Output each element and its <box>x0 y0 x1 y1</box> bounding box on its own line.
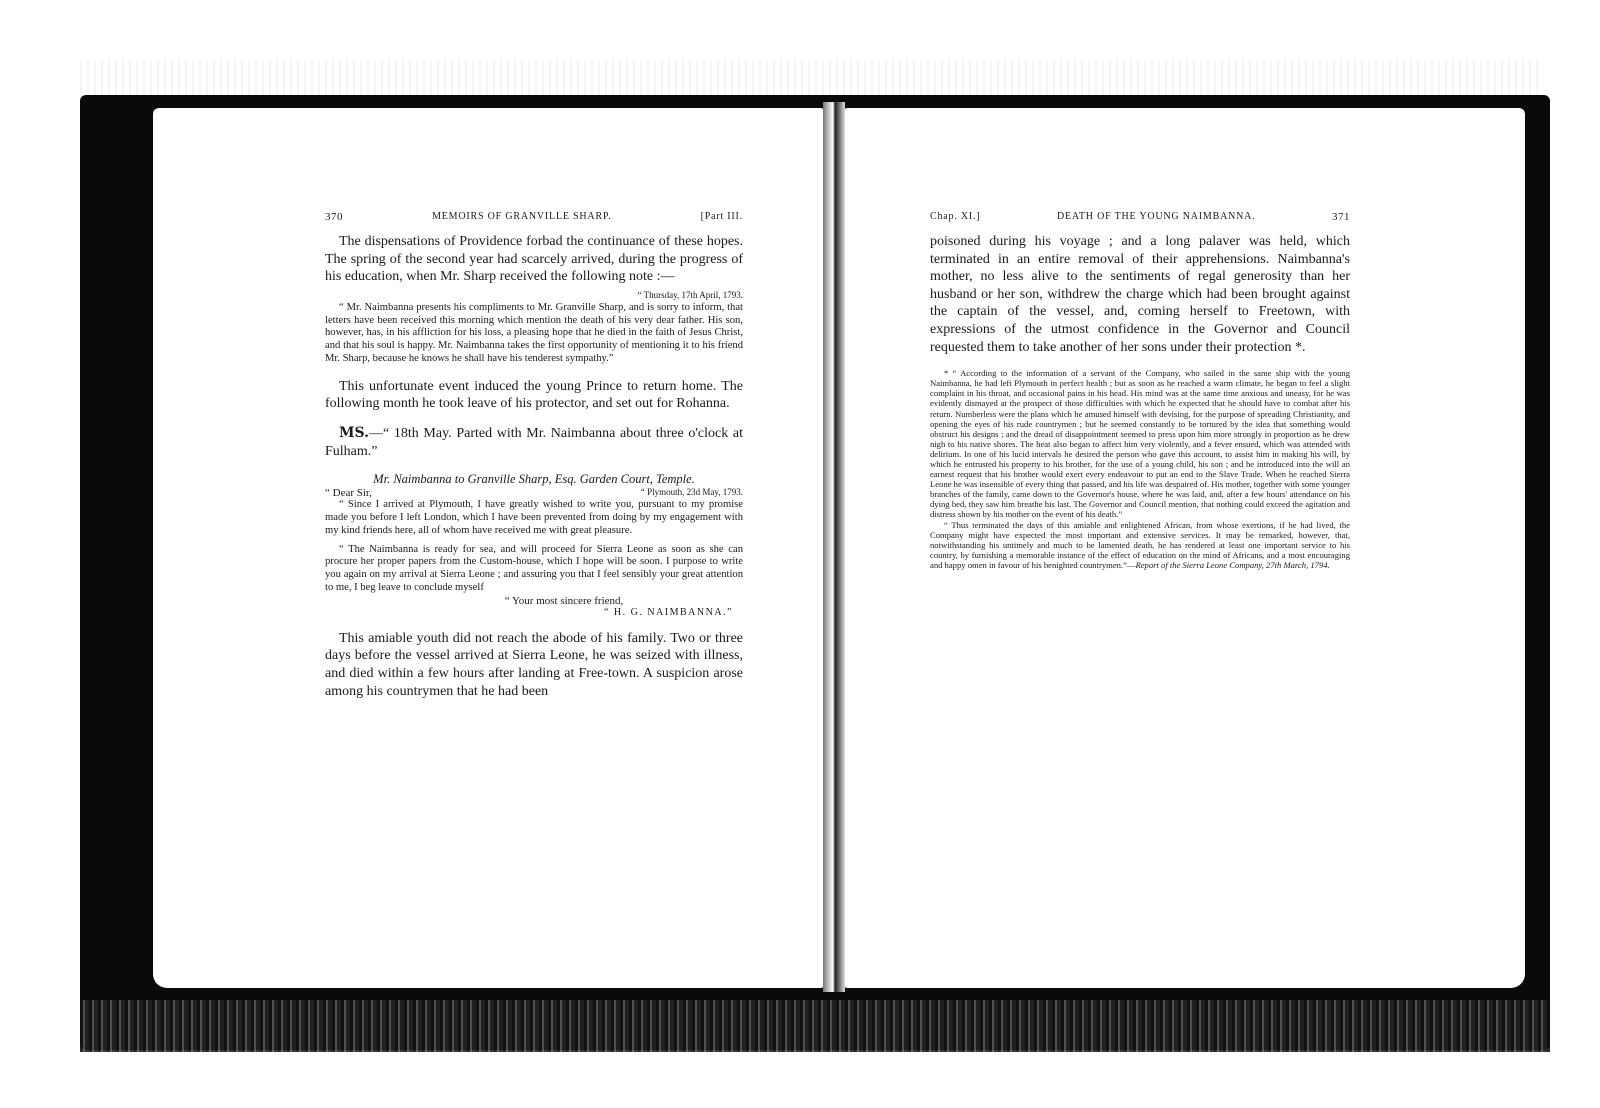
right-page-number: 371 <box>1331 211 1350 223</box>
left-part-label: [Part III. <box>700 211 743 222</box>
ms-entry <box>325 425 743 460</box>
book-gutter <box>823 102 845 992</box>
left-paragraph-2: This unfortunate event induced the young Prince to return home. The following month he took leave of his protector, and set out for Rohanna. <box>325 378 743 412</box>
right-running-head <box>930 211 1350 223</box>
left-running-title: MEMOIRS OF GRANVILLE SHARP. <box>432 211 612 222</box>
letter-paragraph-2: “ The Naimbanna is ready for sea, and will proceed for Sierra Leone as soon as she can procure her proper papers from the Custom-house, which I hope will be soon. I purpose to write you again on my arrival at Sierra Leone ; and assuring you that I feel sensibly your great attention to me, I beg leave to conclude myself <box>325 543 743 593</box>
footnote-1: * “ According to the information of a servant of the Company, who sailed in the same ship with the young Naimbanna, he had left Plymouth in perfect health ; but as soon as he reached a warm climate, he began to feel a slight complaint in his throat, and occasional pains in his head. His mind was at the same time anxious and uneasy, for he was evidently dismayed at the prospect of those difficulties with which he expected that he should have to combat after his return. Numberless were the plans which he amused himself with devising, for the purpose of spreading Christianity, and opening the eyes of his rude countrymen ; but he seemed constantly to be tortured by the idea that something would obstruct his designs ; and the dread of disappointment seemed to press upon him more strongly in proportion as he drew nigh to his native shores. The heat also began to affect him very violently, and a fever ensued, which was attended with delirium. In one of his lucid intervals he desired the person who gave this account, to assist him in making his will, by which he entrusted his property to his brother, for the use of a young child, his son ; and he introduced into the will an earnest request that his brother would exert every endeavour to put an end to the Slave Trade. When he reached Sierra Leone he was insensible of every thing that passed, and his life was despaired of. His mother, together with some younger branches of the family, came down to the Governor's house, where he was laid, and, after a few hours' attendance on his dying bed, they saw him breathe his last. The Governor and Council mention, that nothing could exceed the agitation and distress shown by his mother on the event of his death.” <box>930 368 1350 520</box>
footnote-2-source: Report of the Sierra Leone Company, 27th March, 1794. <box>1135 559 1330 570</box>
left-paragraph-3: This amiable youth did not reach the abode of his family. Two or three days before the vessel arrived at Sierra Leone, he was seized with illness, and died within a few hours after landing at Free-town. A suspicion arose among his countrymen that he had been <box>325 630 743 699</box>
footnote-2 <box>930 520 1350 570</box>
letter-signature: “ H. G. NAIMBANNA.” <box>603 606 733 618</box>
footnote-2-text: “ Thus terminated the days of this amiable and enlightened African, from whose exertions, if he had lived, the Company might have expected the most important and extensive services. It may be remarked, however, that, notwithstanding his untimely and much to be lamented death, he has rendered at least one important service to his country, by furnishing a memorable instance of the effect of education on the mind of Africans, and a most encouraging and happy omen in favour of his benighted countrymen.”— <box>930 519 1350 570</box>
right-page <box>845 108 1525 988</box>
note-date: “ Thursday, 17th April, 1793. <box>637 289 743 300</box>
letter-heading: Mr. Naimbanna to Granville Sharp, Esq. Garden Court, Temple. <box>373 472 695 487</box>
book-edge <box>80 1000 1550 1052</box>
left-page <box>153 108 823 988</box>
letter-closing: “ Your most sincere friend, <box>504 594 624 607</box>
right-running-title: DEATH OF THE YOUNG NAIMBANNA. <box>1057 211 1256 222</box>
letter-greeting <box>325 487 743 499</box>
left-paragraph-1: The dispensations of Providence forbad the continuance of these hopes. The spring of the second year had scarcely arrived, during the progress of his education, when Mr. Sharp received the following note :— <box>325 234 743 285</box>
right-chapter-label: Chap. XI.] <box>930 211 981 222</box>
left-page-text <box>325 211 743 700</box>
right-paragraph-1: poisoned during his voyage ; and a long palaver was held, which terminated in an entire removal of their apprehensions. Naimbanna's mother, no less alive to the sentiments of regal generosity than her husband or her son, withdrew the charge which had been brought against the captain of the vessel, and, coming herself to Freetown, with expressions of the utmost confidence in the Governor and Council requested them to take another of her sons under their protection *. <box>930 234 1350 355</box>
ms-text: —“ 18th May. Parted with Mr. Naimbanna about three o'clock at Fulham.” <box>325 425 743 459</box>
letter-salutation: “ Dear Sir, <box>325 487 372 500</box>
left-running-head <box>325 211 743 223</box>
right-page-text <box>930 211 1350 570</box>
note-body: “ Mr. Naimbanna presents his compliments to Mr. Granville Sharp, and is sorry to inform, that letters have been received this morning which mention the death of his very dear father. His son, however, has, in his affliction for his loss, a pleasing hope that he died in the faith of Jesus Christ, and that his soul is happy. Mr. Naimbanna takes the first opportunity of mentioning it to his friend Mr. Sharp, because he knows he shall have his tenderest sympathy.” <box>325 301 743 364</box>
left-page-number: 370 <box>325 211 343 223</box>
ms-mark: MS. <box>339 424 369 441</box>
letter-date: “ Plymouth, 23d May, 1793. <box>640 487 743 498</box>
letter-paragraph-1: “ Since I arrived at Plymouth, I have greatly wished to write you, pursuant to my promise made you before I left London, which I have been prevented from doing by my engagement with my kind friends here, all of whom have received me with great pleasure. <box>325 499 743 536</box>
